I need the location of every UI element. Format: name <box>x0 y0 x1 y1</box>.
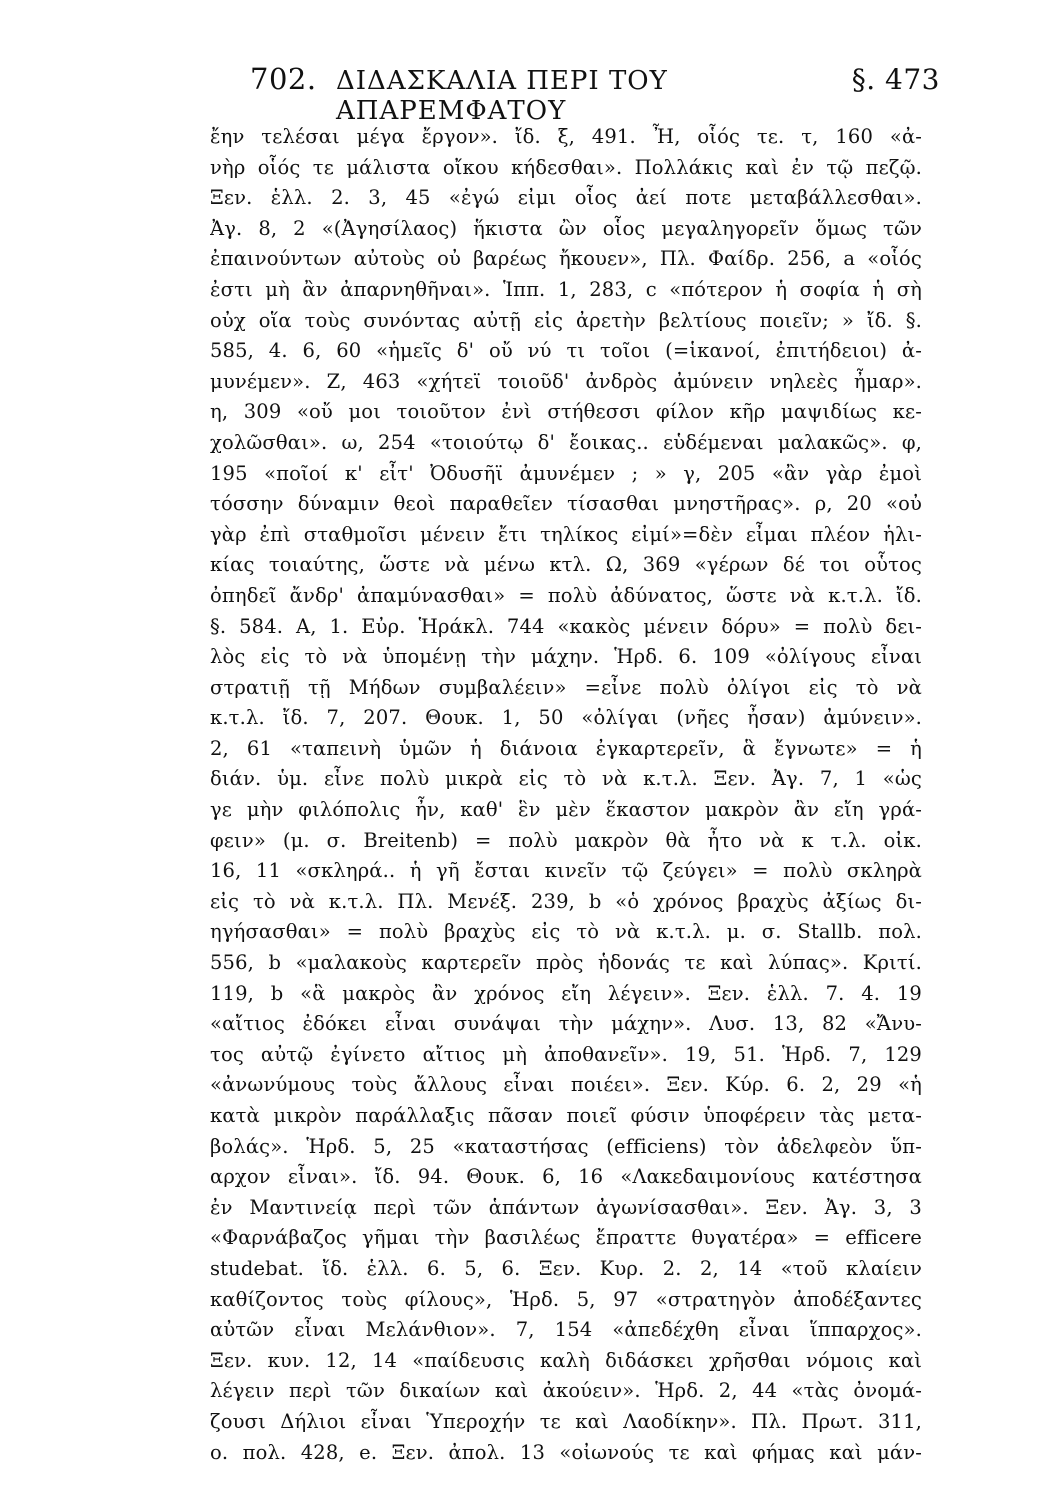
text-line: διάν. ὑμ. εἶνε πολὺ μικρὰ εἰς τὸ νὰ κ.τ.λ. Ξεν. Ἀγ. 7, 1 «ὡς <box>210 767 922 791</box>
text-line: 556, b «μαλακοὺς καρτερεῖν πρὸς ἡδονάς τε καὶ λύπας». Κριτί. <box>210 951 922 975</box>
text-line: Ξεν. κυν. 12, 14 «παίδευσις καλὴ διδάσκει χρῆσθαι νόμοις καὶ <box>210 1348 922 1372</box>
text-line: λὸς εἰς τὸ νὰ ὑπομένῃ τὴν μάχην. Ἡρδ. 6. 109 «ὀλίγους εἶναι <box>210 645 922 669</box>
text-line: φειν» (μ. σ. Breitenb) = πολὺ μακρὸν θὰ ἦτο νὰ κ τ.λ. οἰκ. <box>210 828 922 852</box>
text-line: εἰς τὸ νὰ κ.τ.λ. Πλ. Μενέξ. 239, b «ὁ χρόνος βραχὺς ἀξίως δι- <box>210 889 922 913</box>
section-reference: §. 473 <box>851 63 940 96</box>
text-line: ο. πολ. 428, e. Ξεν. ἀπολ. 13 «οἰωνούς τε καὶ φήμας καὶ μάν- <box>210 1440 922 1464</box>
text-line: μυνέμεν». Ζ, 463 «χήτεϊ τοιοῦδ' ἀνδρὸς ἀμύνειν νηλεὲς ἦμαρ». <box>210 369 922 393</box>
text-line: ἐν Μαντινείᾳ περὶ τῶν ἁπάντων ἀγωνίσασθαι». Ξεν. Ἀγ. 3, 3 <box>210 1195 922 1219</box>
text-line: ὀπηδεῖ ἄνδρ' ἀπαμύνασθαι» = πολὺ ἀδύνατος, ὥστε νὰ κ.τ.λ. ἴδ. <box>210 583 922 607</box>
text-line: τόσσην δύναμιν θεοὶ παραθεῖεν τίσασθαι μνηστῆρας». ρ, 20 «οὐ <box>210 492 922 516</box>
running-header <box>250 62 940 126</box>
text-line: ζουσι Δήλιοι εἶναι Ὑπεροχήν τε καὶ Λαοδίκην». Πλ. Πρωτ. 311, <box>210 1409 922 1433</box>
text-line: Ξεν. ἑλλ. 2. 3, 45 «ἐγώ εἰμι οἷος ἀεί ποτε μεταβάλλεσθαι». <box>210 186 922 210</box>
text-line: 16, 11 «σκληρά.. ἡ γῆ ἔσται κινεῖν τῷ ζεύγει» = πολὺ σκληρὰ <box>210 859 922 883</box>
text-line: τος αὐτῷ ἐγίνετο αἴτιος μὴ ἀποθανεῖν». 19, 51. Ἡρδ. 7, 129 <box>210 1042 922 1066</box>
text-line: 2, 61 «ταπεινὴ ὑμῶν ἡ διάνοια ἐγκαρτερεῖν, ἃ ἔγνωτε» = ἡ <box>210 736 922 760</box>
text-line: κίας τοιαύτης, ὥστε νὰ μένω κτλ. Ω, 369 «γέρων δέ τοι οὗτος <box>210 553 922 577</box>
text-line: ἐπαινούντων αὐτοὺς οὐ βαρέως ἤκουεν», Πλ. Φαίδρ. 256, a «οἷός <box>210 247 922 271</box>
text-line: χολῶσθαι». ω, 254 «τοιούτῳ δ' ἔοικας.. εὑδέμεναι μαλακῶς». φ, <box>210 430 922 454</box>
text-line: λέγειν περὶ τῶν δικαίων καὶ ἀκούειν». Ἡρδ. 2, 44 «τὰς ὀνομά- <box>210 1379 922 1403</box>
text-line: γε μὴν φιλόπολις ἦν, καθ' ἓν μὲν ἕκαστον μακρὸν ἂν εἴη γρά- <box>210 798 922 822</box>
text-line: 119, b «ἃ μακρὸς ἂν χρόνος εἴη λέγειν». Ξεν. ἑλλ. 7. 4. 19 <box>210 981 922 1005</box>
text-line: §. 584. A, 1. Εὐρ. Ἡράκλ. 744 «κακὸς μένειν δόρυ» = πολὺ δει- <box>210 614 922 638</box>
text-line: ἐστι μὴ ἂν ἀπαρνηθῆναι». Ἱππ. 1, 283, c «πότερον ἡ σοφία ἡ σὴ <box>210 277 922 301</box>
text-line: «Φαρνάβαζος γῆμαι τὴν βασιλέως ἔπραττε θυγατέρα» = efficere <box>210 1226 922 1250</box>
text-line: «ἀνωνύμους τοὺς ἄλλους εἶναι ποιέει». Ξεν. Κύρ. 6. 2, 29 «ἡ <box>210 1073 922 1097</box>
text-line: στρατιῇ τῇ Μήδων συμβαλέειν» =εἶνε πολὺ ὀλίγοι εἰς τὸ νὰ <box>210 675 922 699</box>
text-line: ηγήσασθαι» = πολὺ βραχὺς εἰς τὸ νὰ κ.τ.λ. μ. σ. Stallb. πολ. <box>210 920 922 944</box>
text-line: κ.τ.λ. ἴδ. 7, 207. Θουκ. 1, 50 «ὀλίγαι (νῆες ἦσαν) ἀμύνειν». <box>210 706 922 730</box>
page-number: 702. <box>250 62 317 96</box>
text-line: βολάς». Ἡρδ. 5, 25 «καταστήσας (efficiens) τὸν ἀδελφεὸν ὕπ- <box>210 1134 922 1158</box>
text-line: «αἴτιος ἐδόκει εἶναι συνάψαι τὴν μάχην». Λυσ. 13, 82 «Ἄνυ- <box>210 1012 922 1036</box>
text-line: κατὰ μικρὸν παράλλαξις πᾶσαν ποιεῖ φύσιν ὑποφέρειν τὰς μετα- <box>210 1104 922 1127</box>
text-line: αρχον εἶναι». ἴδ. 94. Θουκ. 6, 16 «Λακεδαιμονίους κατέστησα <box>210 1165 922 1189</box>
text-line: γὰρ ἐπὶ σταθμοῖσι μένειν ἔτι τηλίκος εἰμί»=δὲν εἶμαι πλέον ἡλι- <box>210 522 922 546</box>
text-line: οὐχ οἵα τοὺς συνόντας αὐτῇ εἰς ἀρετὴν βελτίους ποιεῖν; » ἴδ. §. <box>210 308 922 332</box>
text-line: 585, 4. 6, 60 «ἡμεῖς δ' οὔ νύ τι τοῖοι (=ἱκανοί, ἐπιτήδειοι) ἀ- <box>210 339 922 363</box>
body-text <box>210 122 922 1468</box>
text-line: 195 «ποῖοί κ' εἶτ' Ὀδυσῆϊ ἀμυνέμεν ; » γ, 205 «ἂν γὰρ ἐμοὶ <box>210 461 922 485</box>
text-line: αὐτῶν εἶναι Μελάνθιον». 7, 154 «ἀπεδέχθη εἶναι ἵππαρχος». <box>210 1318 922 1342</box>
text-line: νὴρ οἷός τε μάλιστα οἴκου κήδεσθαι». Πολλάκις καὶ ἐν τῷ πεζῷ. <box>210 155 922 179</box>
running-title: ΔΙΔΑΣΚΑΛΙΑ ΠΕΡΙ ΤΟΥ ΑΠΑΡΕΜΦΑΤΟΥ <box>336 66 668 126</box>
text-line: καθίζοντος τοὺς φίλους», Ἡρδ. 5, 97 «στρατηγὸν ἀποδέξαντες <box>210 1287 922 1311</box>
text-line: η, 309 «οὔ μοι τοιοῦτον ἐνὶ στήθεσσι φίλον κῆρ μαψιδίως κε- <box>210 400 922 424</box>
text-line: Ἀγ. 8, 2 «(Ἀγησίλαος) ἥκιστα ὢν οἷος μεγαληγορεῖν ὅμως τῶν <box>210 216 922 240</box>
text-line: ἔην τελέσαι μέγα ἔργον». ἴδ. ξ, 491. Ἦ, οἷός τε. τ, 160 «ἀ- <box>210 125 922 148</box>
text-line: studebat. ἴδ. ἑλλ. 6. 5, 6. Ξεν. Κυρ. 2. 2, 14 «τοῦ κλαίειν <box>210 1256 922 1280</box>
